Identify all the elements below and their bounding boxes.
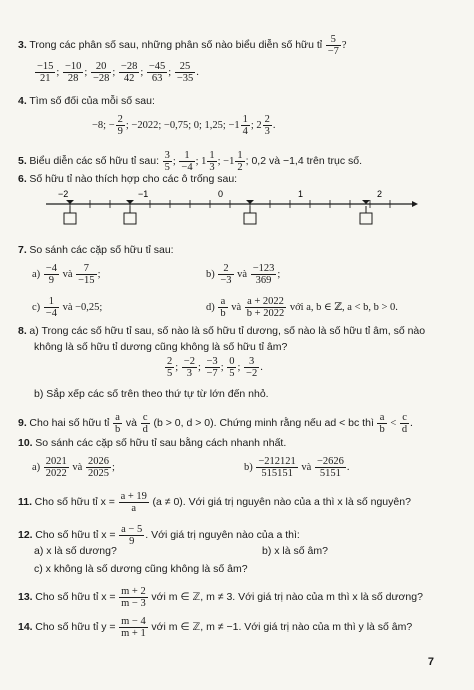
fraction: $\frac{5}{-7}$: [327, 34, 339, 57]
question-13: 13. Cho số hữu tỉ x = $\frac{m + 2}{m - 3}$ với m ∈ ℤ, m ≠ 3. Với giá trị nào của m thì x là số dương?: [18, 586, 423, 609]
page-number: 7: [427, 656, 434, 668]
q4-numbers: −8; − $\frac{2}{9}$ ; −2022; −0,75; 0; 1,25; −1 $\frac{1}{4}$ ; 2 $\frac{2}{3}$ .: [92, 114, 276, 137]
q10-a: a) $\frac{2021}{2022}$ và $\frac{2026}{2025}$ ;: [32, 456, 115, 479]
q7-a: a) $\frac{-4}{9}$ và $\frac{7}{-15}$ ;: [32, 263, 101, 286]
q8-fraction-list: $\frac{2}{5}$ ; $\frac{-2}{3}$ ; $\frac{-3}{-7}$ ; $\frac{0}{5}$ ; $\frac{3}{-2}$ .: [167, 356, 263, 379]
question-7: 7. So sánh các cặp số hữu tỉ sau:: [18, 244, 174, 256]
tick-label: 2: [377, 189, 383, 199]
tick-label: 1: [298, 189, 304, 199]
question-12: 12. Cho số hữu tỉ x = $\frac{a - 5}{9}$ . Với giá trị nguyên nào của a thì:: [18, 524, 300, 547]
q7-c: c) $\frac{1}{-4}$ và −0,25;: [32, 296, 103, 319]
q7-d: d) $\frac{a}{b}$ và $\frac{a + 2022}{b + 2022}$ với a, b ∈ ℤ, a < b, b > 0.: [206, 296, 398, 319]
question-4: 4. Tìm số đối của mỗi số sau:: [18, 95, 155, 107]
question-14: 14. Cho số hữu tỉ y = $\frac{m - 4}{m + 1}$ với m ∈ ℤ, m ≠ −1. Với giá trị nào của m thì y là số âm?: [18, 616, 413, 639]
tick-label: 0: [218, 189, 224, 199]
q8-b: b) Sắp xếp các số trên theo thứ tự từ lớn đến nhỏ.: [34, 388, 269, 400]
q12-a: a) x là số dương?: [34, 545, 117, 557]
answer-box: [360, 213, 372, 224]
q12-c: c) x không là số dương cũng không là số âm?: [34, 563, 248, 575]
q12-b: b) x là số âm?: [262, 545, 328, 557]
q3-fraction-list: $\frac{-15}{21}$ ; $\frac{-10}{28}$ ; $\frac{20}{-28}$ ; $\frac{-28}{42}$ ; $\frac{-45}{63}$ ; $\frac{25}{-35}$ .: [37, 61, 199, 84]
q8-a-continued: không là số hữu tỉ dương cũng không là số hữu tỉ âm?: [34, 341, 288, 353]
tick-label: −2: [58, 189, 69, 199]
answer-box: [124, 213, 136, 224]
question-9: 9. Cho hai số hữu tỉ $\frac{a}{b}$ và $\frac{c}{d}$ (b > 0, d > 0). Chứng minh rằng nếu ad < bc thì $\frac{a}{b}$ < $\frac{c}{d}$ .: [18, 412, 413, 435]
question-6: 6. Số hữu tỉ nào thích hợp cho các ô trống sau:: [18, 173, 238, 185]
number-line: [46, 186, 418, 226]
question-8: 8. a) Trong các số hữu tỉ sau, số nào là số hữu tỉ dương, số nào là số hữu tỉ âm, số nào: [18, 325, 426, 337]
question-5: 5. Biểu diễn các số hữu tỉ sau: $\frac{3}{5}$ ; $\frac{1}{-4}$ ; 1 $\frac{1}{3}$ ; −1 $\frac{1}{2}$ ; 0,2 và −1,4 trên trục số.: [18, 150, 363, 173]
answer-box: [244, 213, 256, 224]
tick-label: −1: [138, 189, 149, 199]
answer-box: [64, 213, 76, 224]
question-3: 3. Trong các phân số sau, những phân số nào biểu diễn số hữu tỉ $\frac{5}{-7}$ ?: [18, 34, 347, 57]
q10-b: b) $\frac{-212121}{515151}$ và $\frac{-2626}{5151}$ .: [244, 456, 350, 479]
question-11: 11. Cho số hữu tỉ x = $\frac{a + 19}{a}$ (a ≠ 0). Với giá trị nguyên nào của a thì x là số nguyên?: [18, 491, 411, 514]
q7-b: b) $\frac{2}{-3}$ và $\frac{-123}{369}$ ;: [206, 263, 281, 286]
question-10: 10. So sánh các cặp số hữu tỉ sau bằng cách nhanh nhất.: [18, 437, 287, 449]
